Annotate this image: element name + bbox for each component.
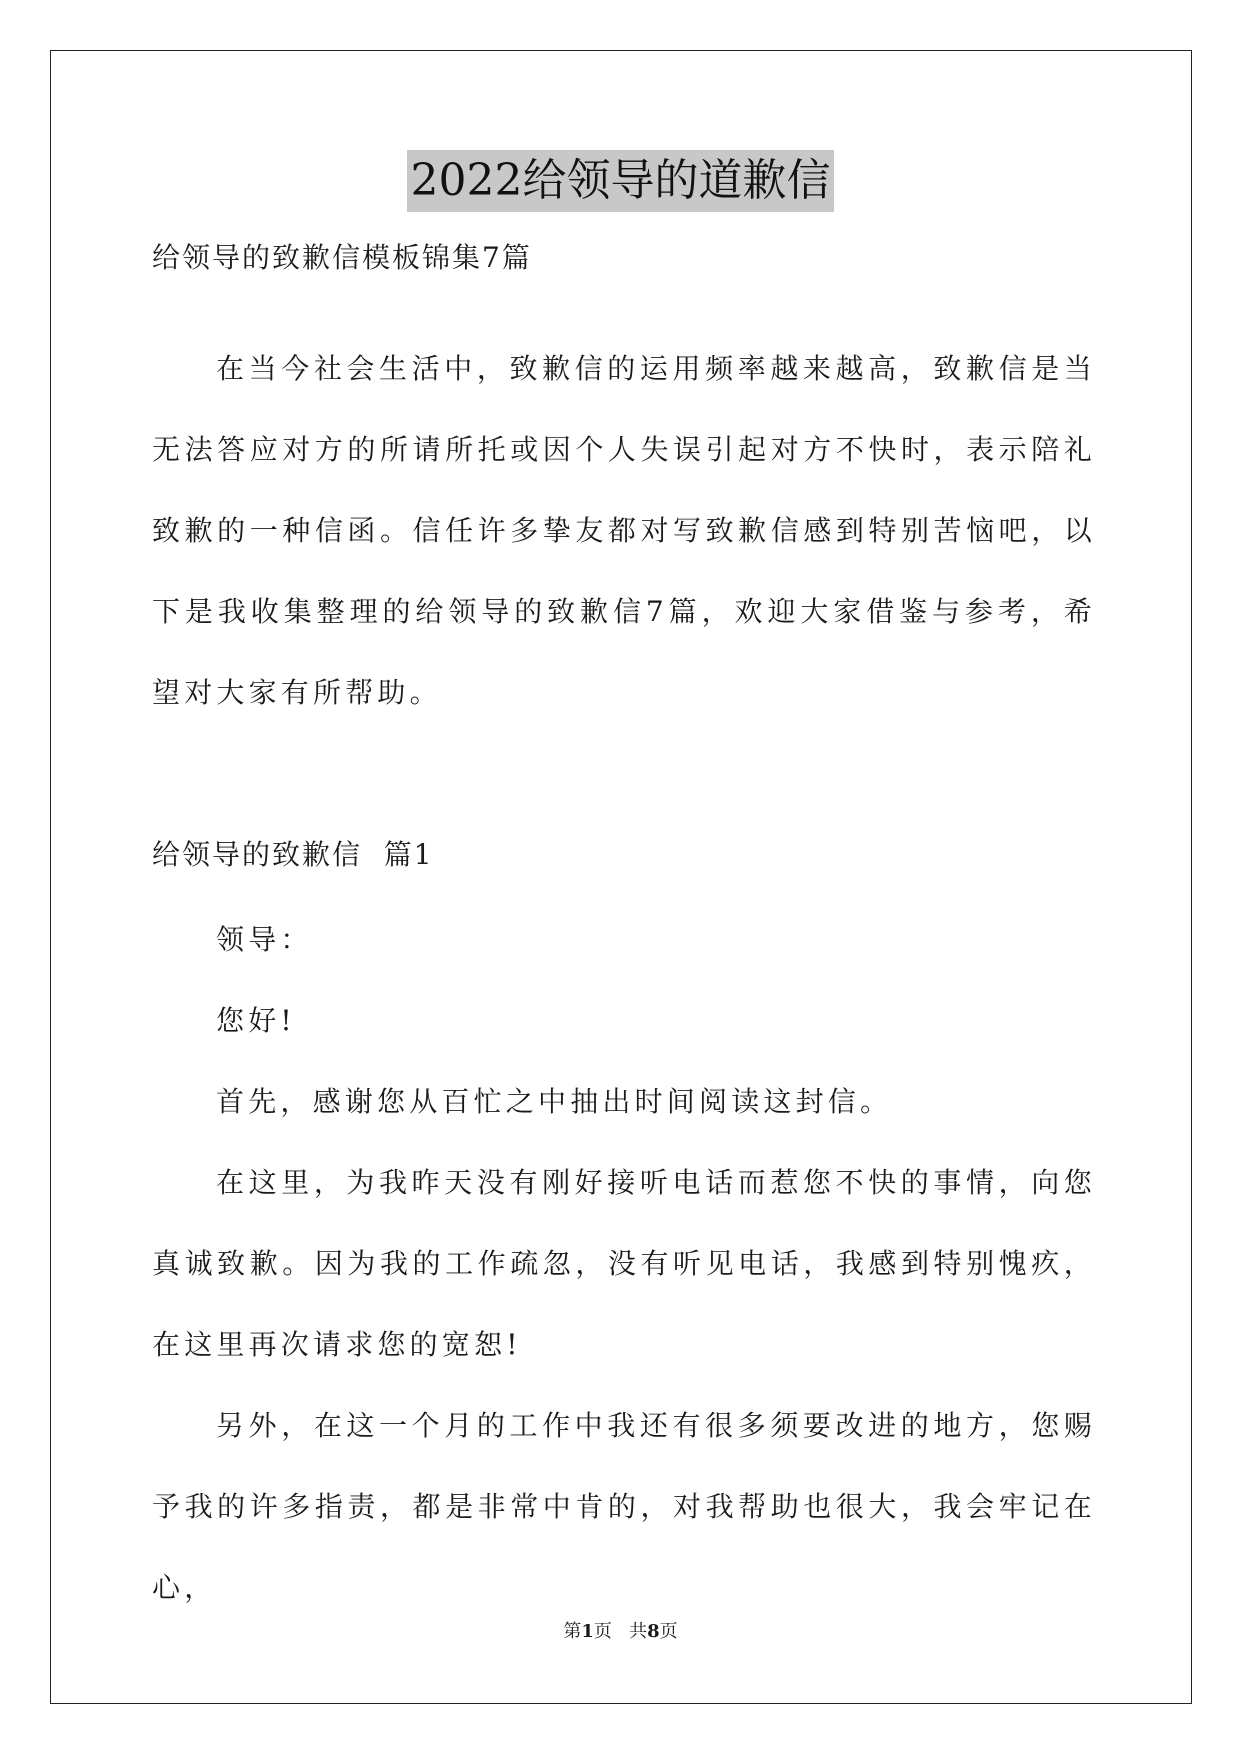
letter-salutation: 您好!	[216, 1004, 296, 1037]
document-title: 2022给领导的道歉信	[407, 150, 835, 212]
current-page-number: 1	[581, 1621, 594, 1642]
document-subtitle: 给领导的致歉信模板锦集7篇	[152, 241, 532, 274]
intro-paragraph: 在当今社会生活中，致歉信的运用频率越来越高，致歉信是当无法答应对方的所请所托或因个人失误引起对方不快时，表示陪礼致歉的一种信函。信任许多挚友都对写致歉信感到特别苦恼吧，以下是我收集整理的给领导的致歉信7篇，欢迎大家借鉴与参考，希望对大家有所帮助。	[152, 352, 1096, 709]
footer-middle: 页 共	[593, 1621, 648, 1642]
footer-prefix: 第	[563, 1621, 582, 1642]
letter-greeting: 领导：	[216, 923, 313, 956]
letter-paragraph: 在这里，为我昨天没有刚好接听电话而惹您不快的事情，向您真诚致歉。因为我的工作疏忽，没有听见电话，我感到特别愧疚，在这里再次请求您的宽恕!	[152, 1166, 1096, 1361]
total-pages-number: 8	[647, 1621, 660, 1642]
page-footer	[0, 1620, 1241, 1644]
title-container	[0, 150, 1241, 212]
footer-suffix: 页	[659, 1621, 678, 1642]
letter-paragraph: 另外，在这一个月的工作中我还有很多须要改进的地方，您赐予我的许多指责，都是非常中肯的，对我帮助也很大，我会牢记在心，	[152, 1409, 1096, 1604]
letter-paragraph: 首先，感谢您从百忙之中抽出时间阅读这封信。	[216, 1085, 893, 1118]
section-heading: 给领导的致歉信 篇1	[152, 838, 434, 871]
